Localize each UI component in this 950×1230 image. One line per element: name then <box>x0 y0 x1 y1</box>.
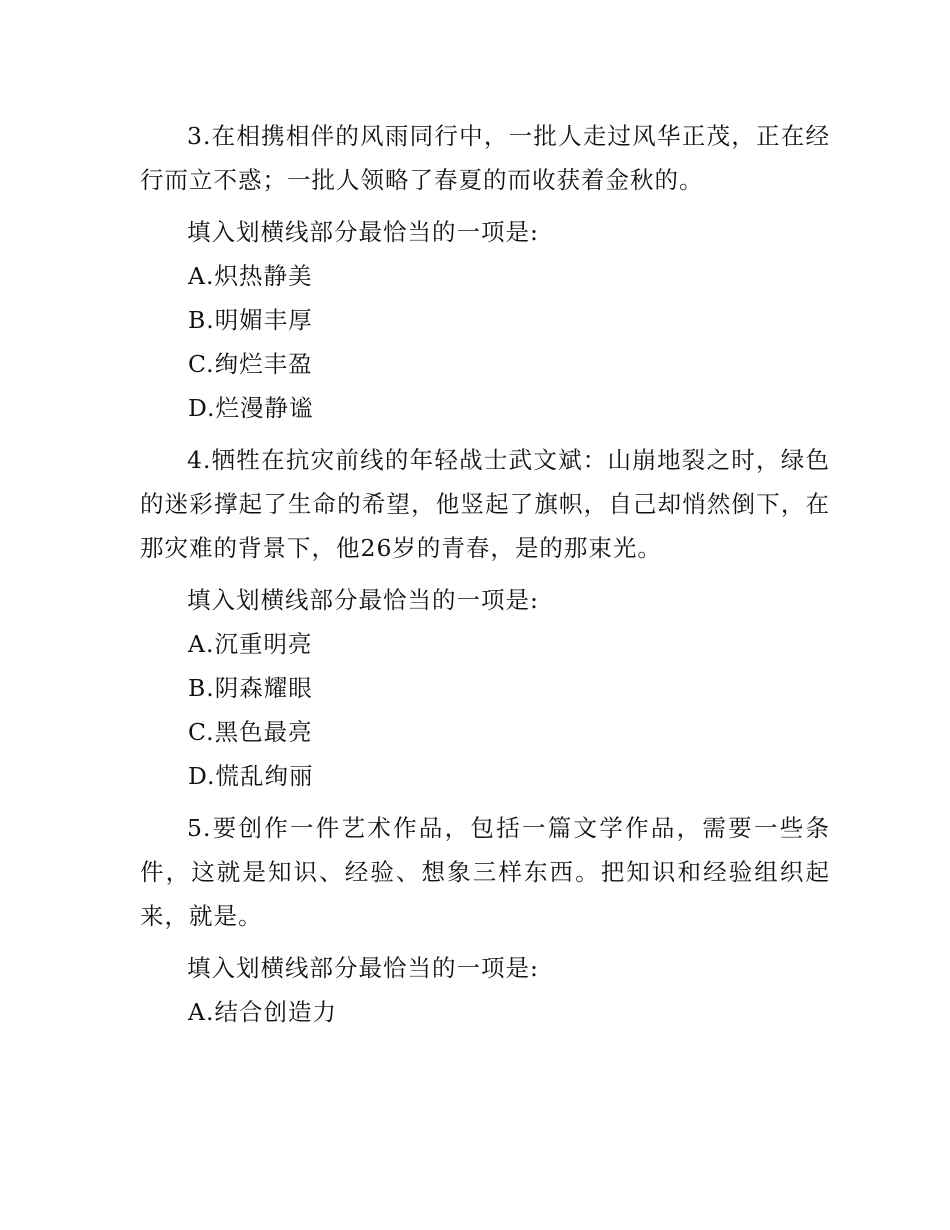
question-3-prompt: 填入划横线部分最恰当的一项是: <box>187 218 539 246</box>
question-3-option-d: D.烂漫静谧 <box>188 394 314 422</box>
question-3-option-b: B.明媚丰厚 <box>188 306 313 334</box>
question-5-option-a: A.结合创造力 <box>188 998 337 1026</box>
question-3-option-a: A.炽热静美 <box>188 262 313 290</box>
document-content <box>140 114 830 1034</box>
question-4-stem: 4.牺牲在抗灾前线的年轻战士武文斌：山崩地裂之时，绿色的迷彩撑起了生命的希望，他竖起了旗帜，自己却悄然倒下，在那灾难的背景下，他26岁的青春，是的那束光。 <box>140 446 830 562</box>
question-5-stem: 5.要创作一件艺术作品，包括一篇文学作品，需要一些条件，这就是知识、经验、想象三样东西。把知识和经验组织起来，就是。 <box>140 814 830 930</box>
question-4-option-c: C.黑色最亮 <box>188 718 313 746</box>
question-4-option-d: D.慌乱绚丽 <box>188 762 314 790</box>
question-3-option-c: C.绚烂丰盈 <box>188 350 313 378</box>
question-4-option-b: B.阴森耀眼 <box>188 674 313 702</box>
question-4-prompt: 填入划横线部分最恰当的一项是: <box>187 586 539 614</box>
question-5-prompt: 填入划横线部分最恰当的一项是: <box>187 954 539 982</box>
question-3-stem: 3.在相携相伴的风雨同行中，一批人走过风华正茂，正在经行而立不惑；一批人领略了春夏的而收获着金秋的。 <box>140 122 830 194</box>
question-4-option-a: A.沉重明亮 <box>188 630 313 658</box>
